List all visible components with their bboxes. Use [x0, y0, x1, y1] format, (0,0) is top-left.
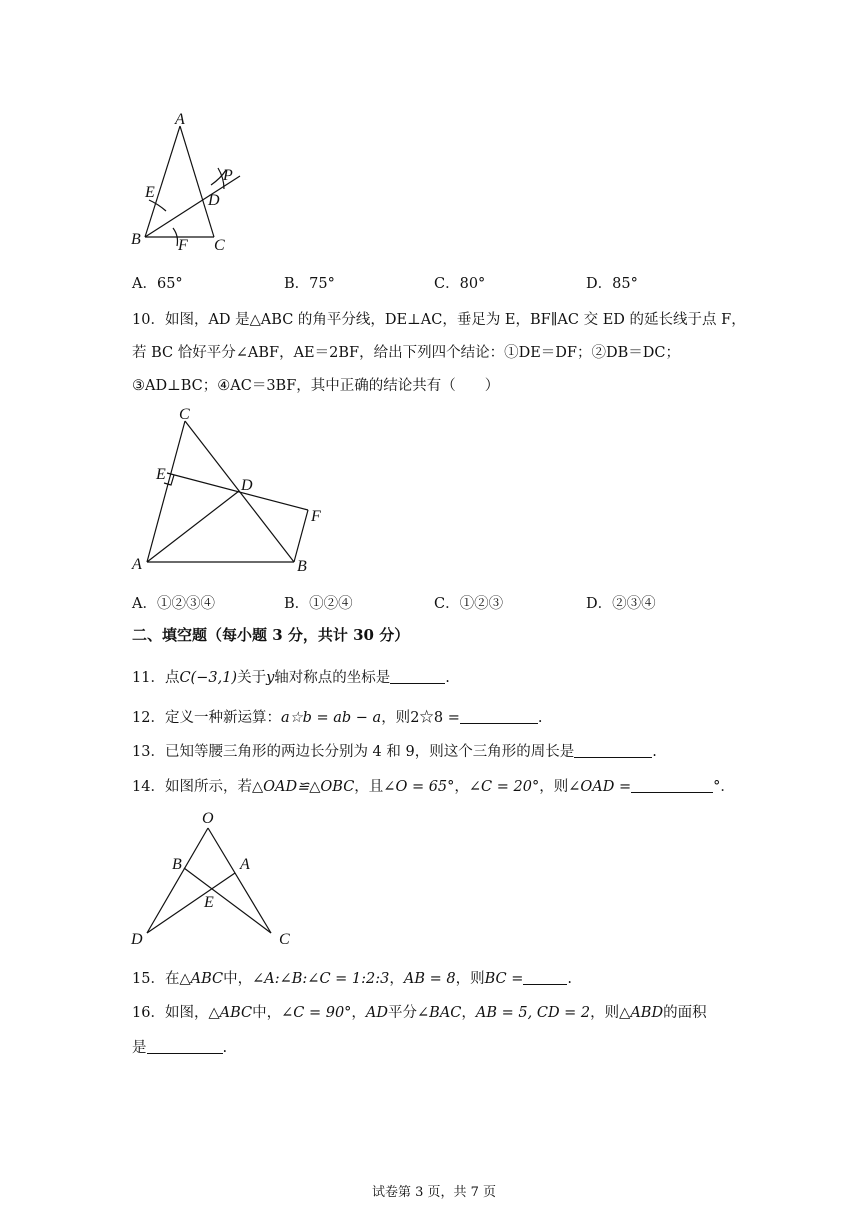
q16-line1	[132, 1001, 707, 1022]
q15-sep: ，	[389, 971, 404, 987]
q10-label-A: A	[132, 556, 142, 573]
q16-line2	[132, 1036, 227, 1057]
q9-option-a: A．65°	[132, 276, 183, 292]
q15	[132, 967, 572, 988]
q10-label-D: D	[241, 477, 253, 494]
q14-mid2: ，则	[539, 779, 569, 795]
q11-end: .	[445, 670, 450, 686]
q14-label-O: O	[202, 810, 214, 827]
q15-mid2: ，则	[455, 971, 485, 987]
q10-line1: 10．如图，AD 是△ABC 的角平分线，DE⊥AC，垂足为 E，BF∥AC 交 ED 的延长线于点 F，	[132, 312, 746, 328]
q16-mid: 中，	[252, 1005, 282, 1021]
q16-end: .	[222, 1040, 228, 1056]
q9-label-E: E	[145, 184, 155, 201]
q14-angle-oad: ∠OAD =	[568, 779, 632, 795]
q16-triangle-abd: △ABD	[619, 1005, 664, 1021]
q11	[132, 666, 450, 687]
q16-triangle: △ABC	[208, 1005, 253, 1021]
q16-angle-bac: ∠BAC	[417, 1005, 462, 1021]
q15-answer-blank[interactable]	[523, 970, 567, 985]
q14-mid: ，且	[354, 779, 384, 795]
q9-option-b: B．75°	[284, 276, 335, 292]
q14-label-D: D	[131, 931, 143, 948]
q15-mid: 中，	[223, 971, 253, 987]
q10-label-F: F	[311, 508, 321, 525]
q9-label-D: D	[208, 192, 220, 209]
q11-text: 关于	[237, 670, 267, 686]
q15-bc: BC =	[484, 971, 524, 987]
page-footer: 试卷第 3 页，共 7 页	[371, 1185, 497, 1200]
q14-sep: ，	[454, 779, 469, 795]
q9-label-P: P	[223, 167, 233, 184]
q12-calc: 2☆8 =	[410, 710, 460, 726]
q13-text: 13．已知等腰三角形的两边长分别为 4 和 9，则这个三角形的周长是	[132, 744, 575, 760]
q10-option-b: B．①②④	[284, 596, 353, 612]
q16-ad: AD	[365, 1005, 389, 1021]
q16-sep2: ，	[461, 1005, 476, 1021]
q15-ratio: ∠A:∠B:∠C = 1:2:3	[252, 971, 390, 987]
q15-triangle: △ABC	[179, 971, 224, 987]
q12-definition: a☆b = ab − a	[280, 710, 382, 726]
q10-line2: 若 BC 恰好平分∠ABF，AE＝2BF，给出下列四个结论：①DE＝DF；②DB＝DC；	[132, 345, 680, 361]
q16-answer-blank[interactable]	[147, 1039, 223, 1054]
q9-label-A: A	[175, 111, 185, 128]
q16-line2-prefix: 是	[132, 1040, 147, 1056]
q11-answer-blank[interactable]	[390, 669, 445, 684]
q11-point: C(−3,1)	[179, 670, 238, 686]
q11-prefix: 11．点	[132, 670, 180, 686]
q16-values: AB = 5, CD = 2	[475, 1005, 591, 1021]
q16-angle-c: ∠C = 90°	[281, 1005, 352, 1021]
q9-label-C: C	[214, 237, 225, 254]
q14-angle-c: ∠C = 20°	[468, 779, 540, 795]
q10-option-c: C．①②③	[434, 596, 504, 612]
q14-angle-o: ∠O = 65°	[383, 779, 455, 795]
q14	[132, 775, 735, 796]
q10-option-d: D．②③④	[586, 596, 656, 612]
q9-label-B: B	[131, 231, 141, 248]
q14-answer-blank[interactable]	[631, 778, 713, 793]
q10-label-C: C	[179, 406, 190, 423]
q12-prefix: 12．定义一种新运算：	[132, 710, 281, 726]
q15-prefix: 15．在	[132, 971, 180, 987]
q12-end: .	[537, 710, 543, 726]
q16-sep: ，	[351, 1005, 366, 1021]
q14-label-B: B	[172, 856, 182, 873]
q9-option-d: D．85°	[586, 276, 638, 292]
q14-congruence: △OAD≌△OBC	[251, 779, 355, 795]
section-heading: 二、填空题（每小题 3 分，共计 30 分）	[132, 626, 410, 644]
q11-text2: 轴对称点的坐标是	[274, 670, 391, 686]
q15-ab: AB = 8	[403, 971, 456, 987]
q12-mid: ，则	[381, 710, 411, 726]
q14-label-C: C	[279, 931, 290, 948]
q13-end: .	[652, 744, 657, 760]
q14-label-A: A	[240, 856, 250, 873]
q9-figure	[128, 110, 258, 255]
q13	[132, 740, 657, 761]
q11-axis: y	[266, 670, 275, 686]
q12-answer-blank[interactable]	[460, 709, 538, 724]
q14-figure	[128, 806, 298, 950]
q13-answer-blank[interactable]	[574, 743, 652, 758]
q9-label-F: F	[178, 237, 188, 254]
q15-end: .	[567, 971, 572, 987]
q16-mid2: ，则	[590, 1005, 620, 1021]
q10-figure	[128, 404, 338, 579]
q12	[132, 706, 543, 727]
q14-prefix: 14．如图所示，若	[132, 779, 252, 795]
q14-label-E: E	[204, 894, 214, 911]
q14-end: °．	[713, 779, 735, 795]
q10-option-a: A．①②③④	[132, 596, 215, 612]
q10-label-E: E	[156, 466, 166, 483]
q16-bisect: 平分	[388, 1005, 418, 1021]
q10-line3: ③AD⊥BC；④AC＝3BF，其中正确的结论共有（ ）	[132, 378, 500, 394]
q16-tail: 的面积	[663, 1005, 707, 1021]
q10-label-B: B	[297, 558, 307, 575]
q9-option-c: C．80°	[434, 276, 486, 292]
q16-prefix: 16．如图，	[132, 1005, 209, 1021]
